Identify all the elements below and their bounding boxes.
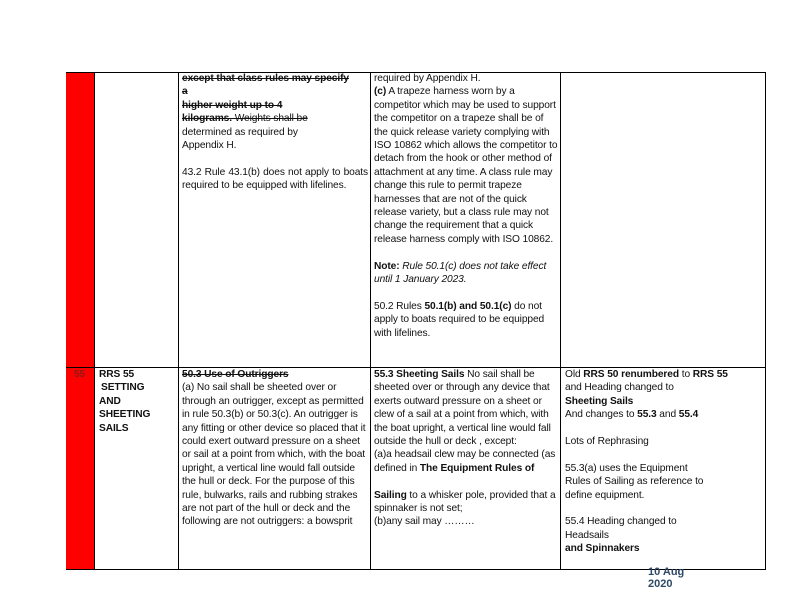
struck-heading: 50.3 Use of Outriggers	[182, 369, 289, 380]
rule-text: do not apply to boats required to be equipped with lifelines.	[374, 300, 545, 339]
note-text: to	[678, 369, 693, 380]
note-bold: RRS 55	[692, 369, 728, 380]
rule-text: (a)a headsail clew may be connected (as defined in	[374, 449, 556, 474]
rule-text: (b)any sail may ………	[374, 516, 475, 528]
note-bold: and Spinnakers	[565, 543, 640, 555]
rule-reference: 50.1(b) and 50.1(c)	[424, 300, 512, 312]
table-right-border	[765, 72, 766, 570]
col-border	[94, 72, 95, 570]
struck-text: a	[182, 86, 188, 98]
row2-new-rule-text	[374, 368, 558, 529]
note-text: Rule 50.1(c) does not take effect until 1 January 2023.	[374, 260, 547, 286]
note-bold: Sheeting Sails	[565, 395, 634, 407]
note-text: Old	[565, 369, 584, 380]
rule-title-line: SHEETING	[99, 409, 151, 421]
date-line: 10 Aug	[648, 566, 685, 578]
rule-text: (a) No sail shall be sheeted over or through an outrigger, except as permitted in rule 50.3(b) or 50.3(c). An outrigger is any fitting or other device so placed that it could exert outward pressure on a sheet or sail at a point from which, with the boat upright, a vertical line would fall outside the hull or deck. For the purpose of this rule, bulwarks, rails and rubbing strakes are not part of the hull or deck and the following are not outriggers: a bowsprit	[182, 382, 366, 528]
rule-text: A trapeze harness worn by a competitor which may be used to support the competitor on a trapeze shall be of the quick release variety complying with ISO 10862 which allows the competitor to detach from the hook or other method of attachment at any time. A class rule may change this rule to permit trapeze harnesses that are not of the quick release variety, but a class rule may not change the requirement that a quick release harness comply with ISO 10862.	[374, 86, 558, 245]
note-bold: RRS 50 renumbered	[583, 369, 679, 380]
row-number: 55	[74, 369, 86, 380]
document-date	[648, 566, 684, 590]
rule-reference: Sailing	[374, 489, 407, 501]
row2-old-rule-text	[182, 368, 368, 529]
note-text: 55.3(a) uses the Equipment Rules of Sailing as reference to define equipment.	[565, 462, 704, 501]
rule-title	[99, 368, 177, 435]
date-line: 2020	[648, 578, 673, 590]
rule-title-line: SETTING	[101, 382, 145, 394]
rule-heading: 55.3 Sheeting Sails	[374, 369, 465, 380]
row-marker-red	[66, 72, 94, 570]
col-border	[370, 72, 371, 570]
rule-title-line: SAILS	[99, 422, 129, 434]
rule-text: No sail shall be sheeted over or through any device that exerts outward pressure on a sheet or clew of a sail at a point from which, with the boat upright, a vertical line would fall outside the hull or deck , except:	[374, 369, 551, 448]
rule-text: to a whisker pole, provided that a spinnaker is not set;	[374, 489, 556, 515]
row2-change-notes	[565, 368, 761, 556]
rule-text: Appendix H.	[182, 140, 237, 152]
rule-title-line: RRS 55	[99, 369, 135, 380]
struck-text: kilograms.	[182, 113, 232, 125]
clause-label: (c)	[374, 86, 387, 98]
rules-comparison-table	[66, 72, 766, 570]
note-text: and Heading changed to	[565, 382, 674, 394]
col-border	[178, 72, 179, 570]
rule-text: 50.2 Rules	[374, 300, 425, 312]
note-text: 55.4 Heading changed to Headsails	[565, 516, 677, 541]
rule-reference: The Equipment Rules of	[419, 462, 535, 474]
note-bold: 55.4	[678, 409, 699, 421]
struck-text: higher weight up to 4	[182, 99, 283, 111]
col-border	[560, 72, 561, 570]
rule-text: determined as required by	[182, 126, 298, 138]
row1-old-rule-text	[182, 72, 368, 193]
rule-text: required by Appendix H.	[374, 73, 481, 84]
struck-text: except that class rules may specify	[182, 73, 349, 84]
struck-text: Weights shall be	[231, 113, 308, 125]
note-text: Lots of Rephrasing	[565, 436, 649, 448]
row1-new-rule-text	[374, 72, 558, 340]
note-label: Note:	[374, 260, 400, 272]
rule-title-line: AND	[99, 395, 121, 407]
rule-43-2-text: 43.2 Rule 43.1(b) does not apply to boats required to be equipped with lifelines.	[182, 166, 368, 192]
note-text: and	[656, 409, 679, 421]
note-bold: 55.3	[637, 409, 657, 421]
note-text: And changes to	[565, 409, 638, 421]
